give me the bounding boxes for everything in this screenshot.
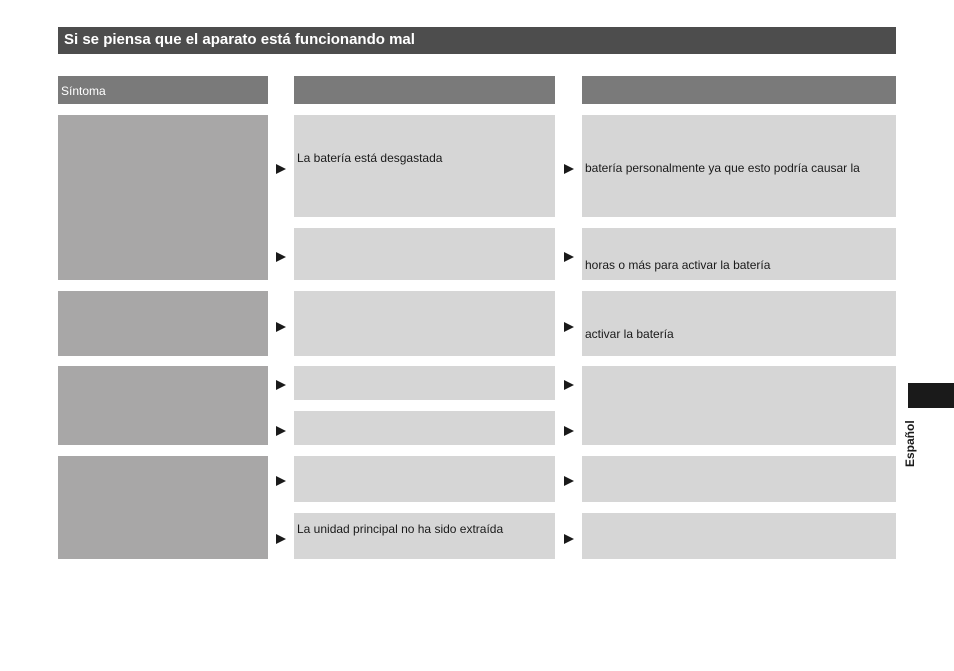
cause-cell-7	[294, 513, 555, 559]
arrow-right-icon	[564, 476, 574, 486]
language-tab-label: Español	[903, 420, 917, 467]
arrow-right-icon	[564, 164, 574, 174]
cause-text: La batería está desgastada	[297, 151, 443, 165]
arrow-right-icon	[276, 322, 286, 332]
symptom-cell-4	[58, 456, 268, 559]
action-cell-2	[582, 228, 896, 280]
action-cell-7	[582, 513, 896, 559]
cause-cell-2	[294, 228, 555, 280]
column-header-action	[582, 76, 896, 104]
symptom-cell-3	[58, 366, 268, 445]
column-header-symptom: Síntoma	[58, 76, 268, 104]
arrow-right-icon	[276, 164, 286, 174]
action-text: batería personalmente ya que esto podría causar la	[585, 161, 860, 175]
arrow-right-icon	[564, 534, 574, 544]
arrow-right-icon	[564, 252, 574, 262]
cause-cell-6	[294, 456, 555, 502]
arrow-right-icon	[564, 322, 574, 332]
action-cell-1	[582, 115, 896, 217]
cause-cell-1	[294, 115, 555, 217]
language-tab-marker	[908, 383, 954, 408]
arrow-right-icon	[564, 380, 574, 390]
arrow-right-icon	[276, 534, 286, 544]
action-text: activar la batería	[585, 327, 674, 341]
cause-cell-5	[294, 411, 555, 445]
arrow-right-icon	[276, 426, 286, 436]
action-cell-3	[582, 291, 896, 356]
symptom-cell-2	[58, 291, 268, 356]
column-header-cause	[294, 76, 555, 104]
cause-text: La unidad principal no ha sido extraída	[297, 522, 504, 536]
action-cell-6	[582, 456, 896, 502]
arrow-right-icon	[276, 380, 286, 390]
page-title: Si se piensa que el aparato está funcionando mal	[58, 27, 896, 54]
arrow-right-icon	[564, 426, 574, 436]
arrow-right-icon	[276, 252, 286, 262]
arrow-right-icon	[276, 476, 286, 486]
action-text: horas o más para activar la batería	[585, 258, 771, 272]
cause-cell-3	[294, 291, 555, 356]
symptom-cell-1	[58, 115, 268, 280]
cause-cell-4	[294, 366, 555, 400]
action-cell-4	[582, 366, 896, 445]
